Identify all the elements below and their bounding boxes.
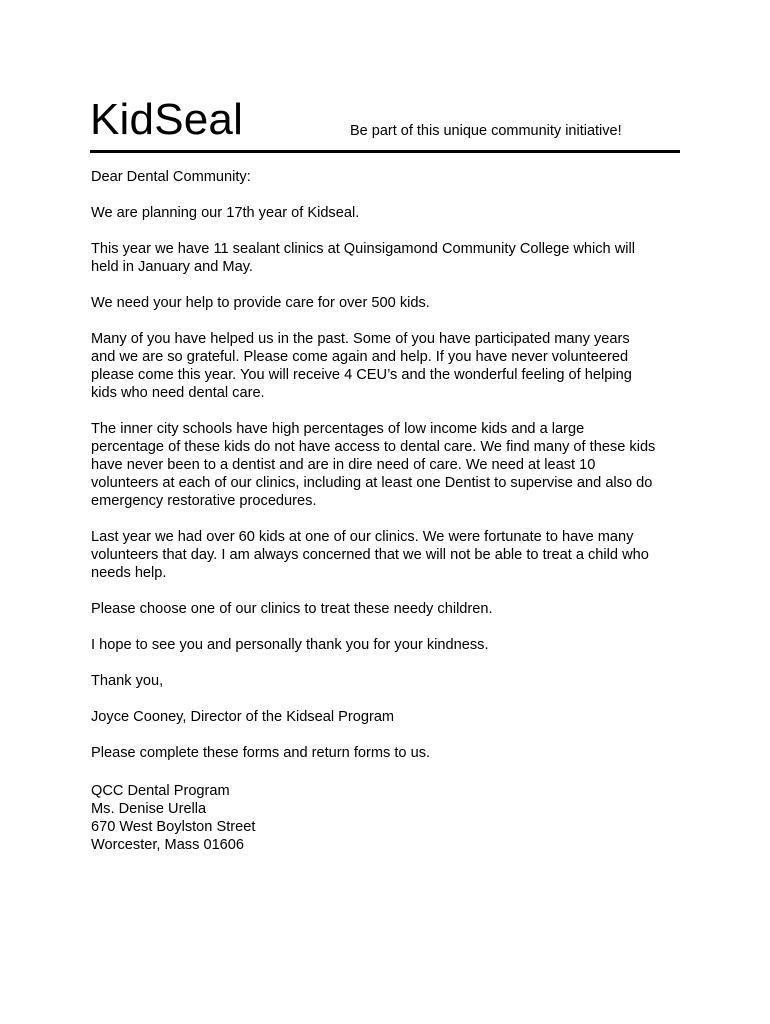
letterhead [90,94,680,153]
address-line: Ms. Denise Urella [91,801,207,817]
tagline: Be part of this unique community initiative! [350,123,622,139]
paragraph-line: percentage of these kids do not have access to dental care. We find many of these kids [91,439,656,455]
paragraph-clinics [91,240,686,276]
paragraph-line: emergency restorative procedures. [91,493,317,509]
paragraph-line: The inner city schools have high percentages of low income kids and a large [91,421,585,437]
paragraph-line: Please choose one of our clinics to treat these needy children. [91,601,493,617]
paragraph-intro [91,204,686,222]
address-line: 670 West Boylston Street [91,819,256,835]
closing-text: Thank you, [91,673,164,689]
paragraph-line: I hope to see you and personally thank you for your kindness. [91,637,489,653]
paragraph-line: kids who need dental care. [91,385,265,401]
paragraph-line: held in January and May. [91,259,253,275]
salutation-text: Dear Dental Community: [91,169,251,185]
letter-body [91,168,686,854]
paragraph-line: Last year we had over 60 kids at one of our clinics. We were fortunate to have many [91,529,634,545]
paragraph-line: please come this year. You will receive 4 CEU’s and the wonderful feeling of helping [91,367,632,383]
paragraph-line: volunteers that day. I am always concerned that we will not be able to treat a child who [91,547,649,563]
paragraph-line: We are planning our 17th year of Kidseal. [91,205,360,221]
signature [91,708,686,726]
brand-title: KidSeal [90,95,244,144]
paragraph-thanks [91,636,686,654]
paragraph-volunteers [91,330,686,402]
closing [91,672,686,690]
address-line: Worcester, Mass 01606 [91,837,245,853]
paragraph-line: have never been to a dentist and are in dire need of care. We need at least 10 [91,457,596,473]
paragraph-line: Many of you have helped us in the past. Some of you have participated many years [91,331,630,347]
paragraph-line: and we are so grateful. Please come again and help. If you have never volunteered [91,349,629,365]
paragraph-last-year [91,528,686,582]
paragraph-need [91,294,686,312]
paragraph-schools [91,420,686,510]
paragraph-line: needs help. [91,565,167,581]
instruction [91,744,686,762]
paragraph-line: volunteers at each of our clinics, including at least one Dentist to supervise and also do [91,475,653,491]
paragraph-line: This year we have 11 sealant clinics at Quinsigamond Community College which will [91,241,635,257]
salutation [91,168,686,186]
paragraph-choose [91,600,686,618]
instruction-text: Please complete these forms and return forms to us. [91,745,431,761]
mailing-address [91,782,686,854]
address-line: QCC Dental Program [91,783,230,799]
signature-text: Joyce Cooney, Director of the Kidseal Program [91,709,395,725]
paragraph-line: We need your help to provide care for over 500 kids. [91,295,430,311]
